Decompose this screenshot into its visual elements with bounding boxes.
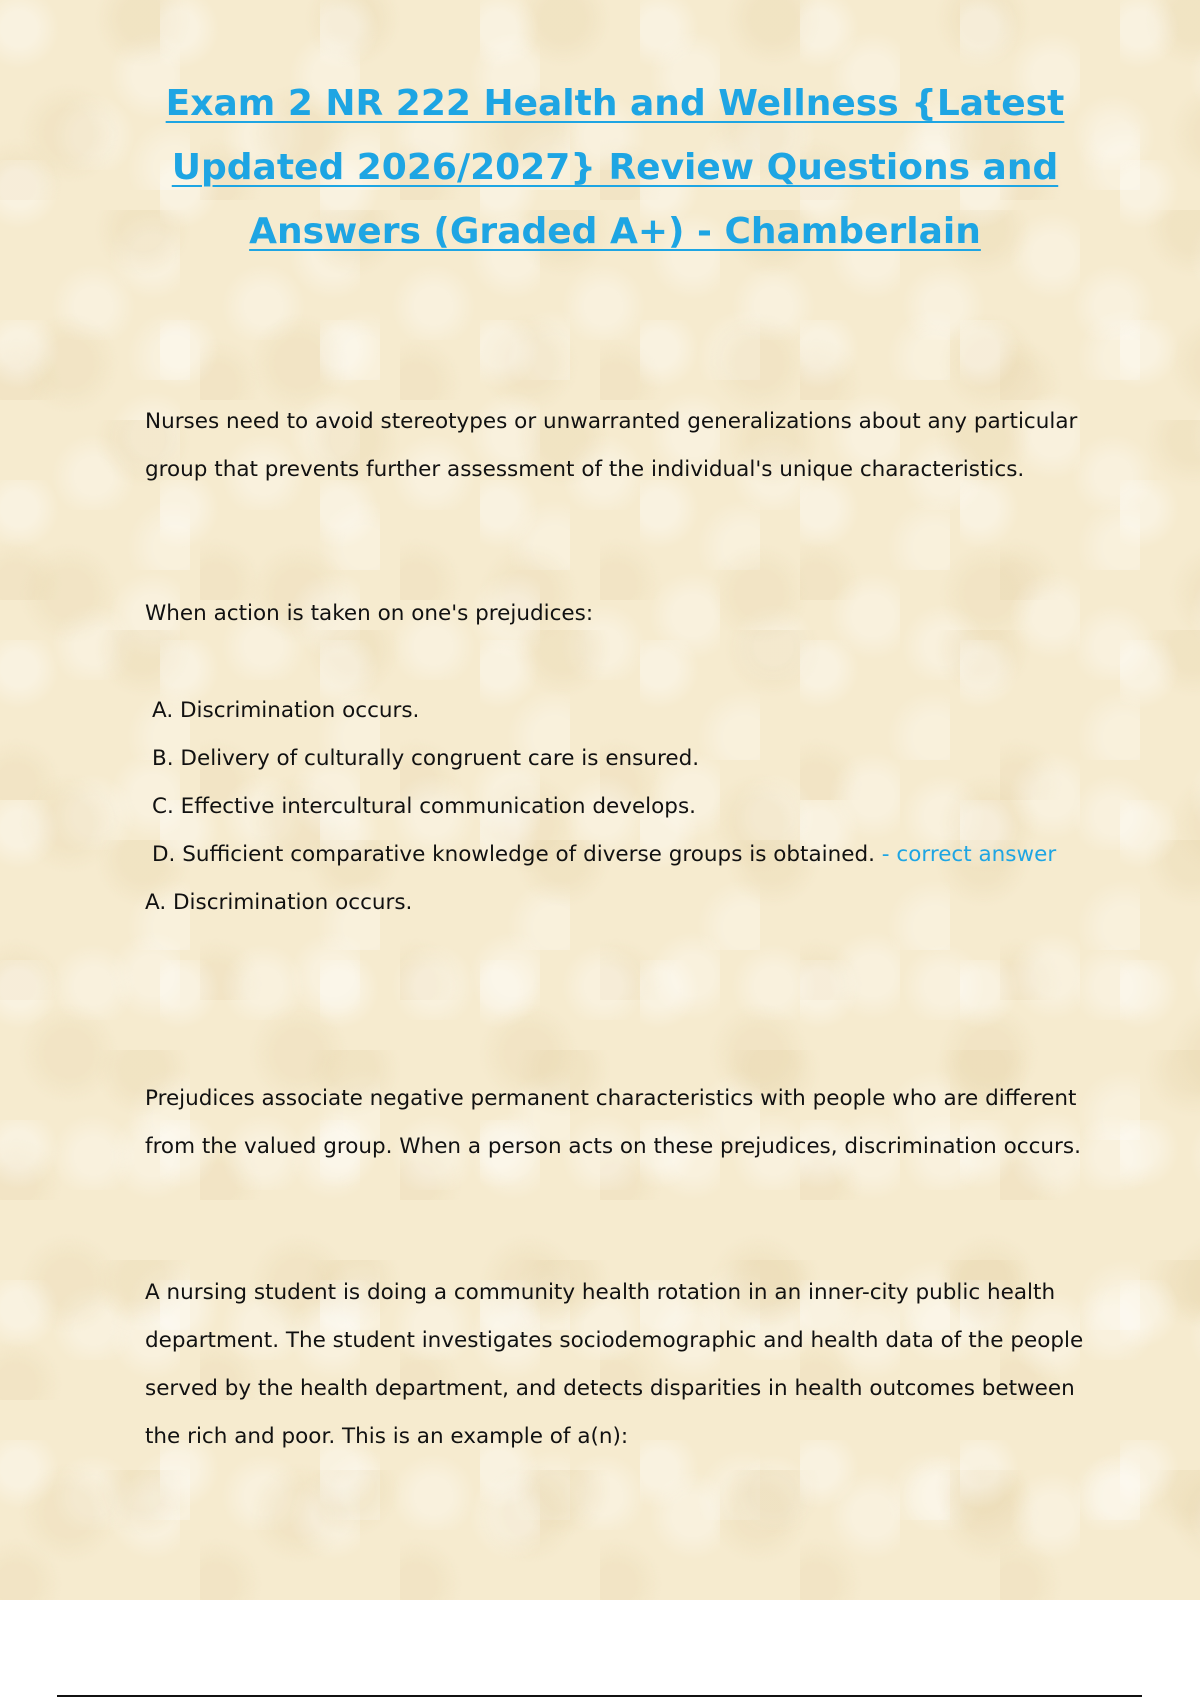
document-title-text: Exam 2 NR 222 Health and Wellness {Latest Updated 2026/2027} Review Questions and Answers (Graded A+) - Chamberlain	[165, 83, 1065, 252]
correct-answer-tag: - correct answer	[881, 842, 1057, 867]
question-1-stem: When action is taken on one's prejudices:	[145, 601, 594, 626]
question-1-rationale: Prejudices associate negative permanent characteristics with people who are different from the valued group. When a person acts on these prejudices, discrimination occurs.	[145, 1086, 1081, 1159]
intro-paragraph: Nurses need to avoid stereotypes or unwarranted generalizations about any particular group that prevents further assessment of the individual's unique characteristics.	[145, 409, 1078, 482]
question-1-option-a: A. Discrimination occurs.	[152, 698, 420, 723]
question-2-stem: A nursing student is doing a community health rotation in an inner-city public health department. The student investigates sociodemographic and health data of the people served by the health department, and detects disparities in health outcomes between the rich and poor. This is an example of a(n):	[145, 1280, 1084, 1449]
question-1-option-b: B. Delivery of culturally congruent care is ensured.	[152, 746, 700, 771]
question-1-option-d: D. Sufficient comparative knowledge of diverse groups is obtained.	[152, 842, 875, 867]
question-1-option-c: C. Effective intercultural communication develops.	[152, 794, 696, 819]
document-title	[120, 72, 1110, 264]
bottom-divider	[57, 1695, 1142, 1697]
question-1-option-d-line	[152, 831, 1112, 879]
question-1-answer: A. Discrimination occurs.	[145, 890, 413, 915]
